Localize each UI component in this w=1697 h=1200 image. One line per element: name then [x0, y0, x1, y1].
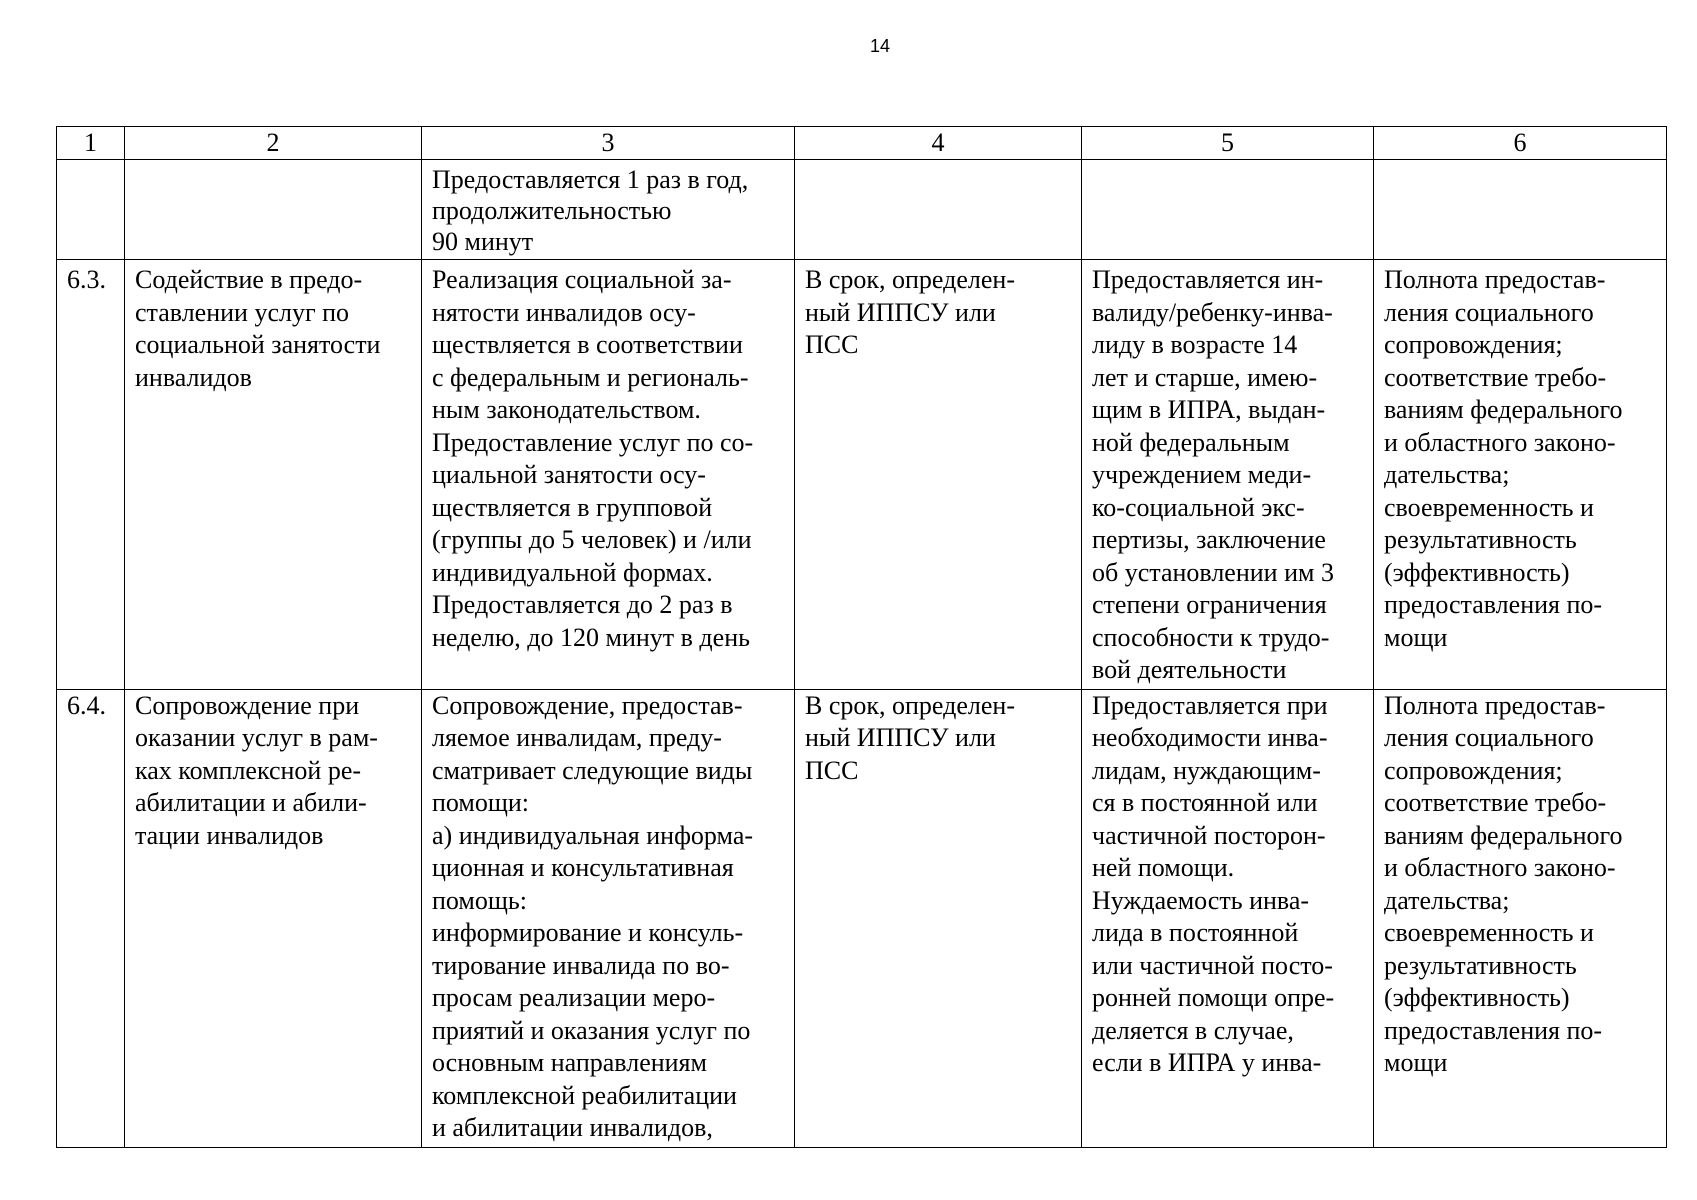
table-row: [57, 160, 1667, 260]
row-number-cell: 6.4.: [57, 689, 125, 1147]
service-term-cell: В срок, определен- ный ИППСУ или ПСС: [795, 260, 1082, 690]
service-term-cell: В срок, определен- ный ИППСУ или ПСС: [795, 689, 1082, 1147]
service-description-cell: Предоставляется 1 раз в год, продолжительностью 90 минут: [422, 160, 795, 260]
services-table: [56, 126, 1667, 1148]
service-criteria-cell: Полнота предостав- ления социального сопровождения; соответствие требо- ваниям федерального и областного законо- дательства; своевременность и результативность (эффективность) предоставления по- мощи: [1374, 689, 1667, 1147]
service-criteria-cell: [1374, 160, 1667, 260]
page-number: 14: [870, 36, 891, 56]
service-criteria-cell: Полнота предостав- ления социального сопровождения; соответствие требо- ваниям федерального и областного законо- дательства; своевременность и результативность (эффективность) предоставления по- мощи: [1374, 260, 1667, 690]
service-name-cell: Сопровождение при оказании услуг в рам- ках комплексной ре- абилитации и абили- тации инвалидов: [125, 689, 422, 1147]
row-number-cell: 6.3.: [57, 260, 125, 690]
table-row: [57, 689, 1667, 1147]
service-name-cell: Содействие в предо- ставлении услуг по социальной занятости инвалидов: [125, 260, 422, 690]
column-header: 6: [1374, 127, 1667, 160]
service-description-cell: Реализация социальной за- нятости инвалидов осу- ществляется в соответствии с федеральным и региональ- ным законодательством. Предоставление услуг по со- циальной занятости осу- ществляется в групповой (группы до 5 человек) и /или индивидуальной формах. Предоставляется до 2 раз в неделю, до 120 минут в день: [422, 260, 795, 690]
service-conditions-cell: Предоставляется ин- валиду/ребенку-инва- лиду в возрасте 14 лет и старше, имею- щим в ИПРА, выдан- ной федеральным учреждением меди- ко-социальной экс- пертизы, заключение об установлении им 3 степени ограничения способности к трудо- вой деятельности: [1082, 260, 1374, 690]
service-name-cell: [125, 160, 422, 260]
column-header: 4: [795, 127, 1082, 160]
service-description-cell: Сопровождение, предостав- ляемое инвалидам, преду- сматривает следующие виды помощи: а) индивидуальная информа- ционная и консультативная помощь: информирование и консуль- тирование инвалида по во- просам реализации меро- приятий и оказания услуг по основным направлениям комплексной реабилитации и абилитации инвалидов,: [422, 689, 795, 1147]
column-header: 5: [1082, 127, 1374, 160]
service-conditions-cell: [1082, 160, 1374, 260]
column-header: 2: [125, 127, 422, 160]
column-header: 3: [422, 127, 795, 160]
service-conditions-cell: Предоставляется при необходимости инва- лидам, нуждающим- ся в постоянной или частичной посторон- ней помощи. Нуждаемость инва- лида в постоянной или частичной посто- ронней помощи опре- деляется в случае, если в ИПРА у инва-: [1082, 689, 1374, 1147]
column-header: 1: [57, 127, 125, 160]
table-header-row: [57, 127, 1667, 160]
row-number-cell: [57, 160, 125, 260]
service-term-cell: [795, 160, 1082, 260]
table-row: [57, 260, 1667, 690]
